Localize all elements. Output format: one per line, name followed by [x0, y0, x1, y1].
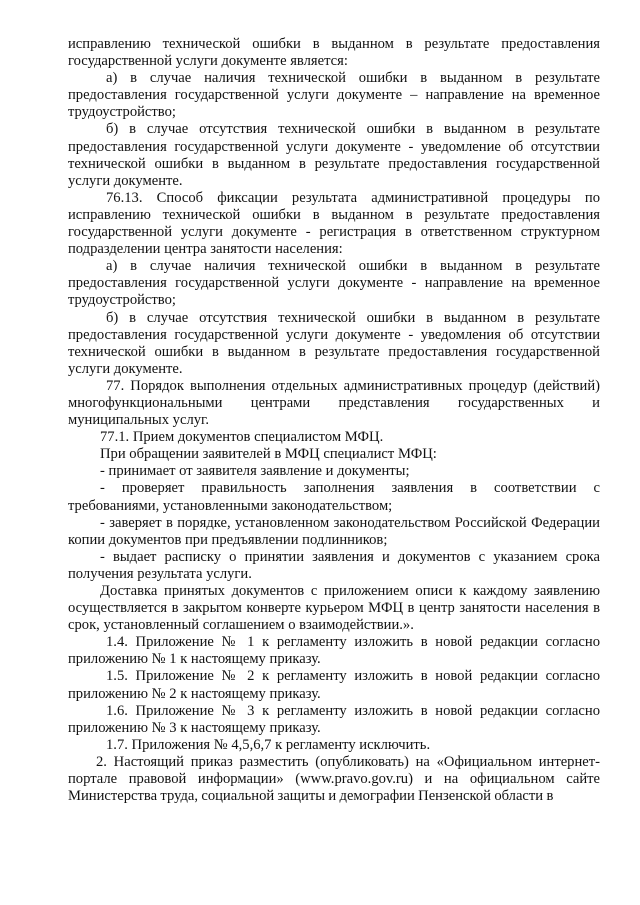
paragraph-1-5: 1.5. Приложение № 2 к регламенту изложить в новой редакции согласно приложению № 2 к настоящему приказу. — [68, 668, 600, 702]
paragraph-item-a-1: а) в случае наличия технической ошибки в выданном в результате предоставления государственной услуги документе – направление на временное трудоустройство; — [68, 70, 600, 121]
paragraph-77-1: 77.1. Прием документов специалистом МФЦ. — [100, 429, 384, 446]
paragraph-2: 2. Настоящий приказ разместить (опубликовать) на «Официальном интернет-портале правовой информации» (www.pravo.gov.ru) и на официальном сайте Министерства труда, социальной защиты и демографии Пензенской области в — [68, 753, 600, 805]
paragraph-mfc-intro: При обращении заявителей в МФЦ специалист МФЦ: — [100, 446, 437, 463]
paragraph-continuation: исправлению технической ошибки в выданном в результате предоставления государственной услуги документе является: — [68, 36, 600, 70]
list-item-receipt: - выдает расписку о принятии заявления и документов с указанием срока получения результата услуги. — [68, 548, 600, 582]
list-item-certifies: - заверяет в порядке, установленном законодательством Российской Федерации копии документов при предъявлении подлинников; — [68, 514, 600, 548]
paragraph-1-7: 1.7. Приложения № 4,5,6,7 к регламенту исключить. — [106, 736, 431, 753]
paragraph-1-6: 1.6. Приложение № 3 к регламенту изложить в новой редакции согласно приложению № 3 к настоящему приказу. — [68, 702, 600, 736]
paragraph-delivery: Доставка принятых документов с приложением описи к каждому заявлению осуществляется в закрытом конверте курьером МФЦ в центр занятости населения в срок, установленный соглашением о взаимодействии.». — [68, 583, 600, 634]
paragraph-item-b-1: б) в случае отсутствия технической ошибки в выданном в результате предоставления государственной услуги документе - уведомление об отсутствии технической ошибки в выданном в результате предоставления государственной услуги документе. — [68, 121, 600, 189]
paragraph-77: 77. Порядок выполнения отдельных административных процедур (действий) многофункциональными центрами представления государственных и муниципальных услуг. — [68, 377, 600, 429]
paragraph-item-a-2: а) в случае наличия технической ошибки в выданном в результате предоставления государственной услуги документе - направление на временное трудоустройство; — [68, 258, 600, 309]
list-item-accepts: - принимает от заявителя заявление и документы; — [100, 463, 410, 480]
list-item-checks: - проверяет правильность заполнения заявления в соответствии с требованиями, установленными законодательством; — [68, 480, 600, 514]
document-page — [68, 36, 600, 805]
paragraph-1-4: 1.4. Приложение № 1 к регламенту изложить в новой редакции согласно приложению № 1 к настоящему приказу. — [68, 634, 600, 668]
paragraph-item-b-2: б) в случае отсутствия технической ошибки в выданном в результате предоставления государственной услуги документе - уведомления об отсутствии технической ошибки в выданном в результате предоставления государственной услуги документе. — [68, 309, 600, 377]
paragraph-76-13: 76.13. Способ фиксации результата административной процедуры по исправлению технической ошибки в выданном в результате предоставления государственной услуги документе - регистрация в ответственном структурном подразделении центра занятости населения: — [68, 189, 600, 258]
